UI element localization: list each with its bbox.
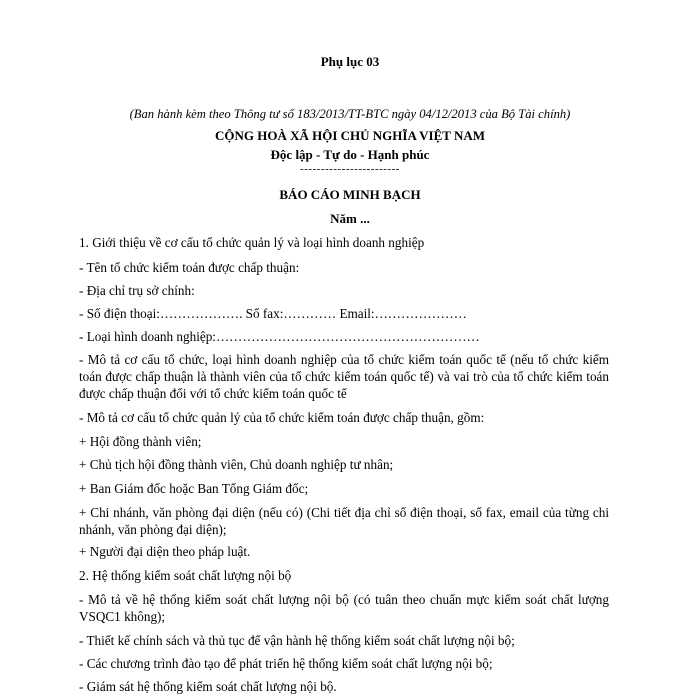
policy-design-line: - Thiết kế chính sách và thủ tục để vận hành hệ thống kiểm soát chất lượng nội bộ;	[79, 633, 515, 648]
national-motto: Độc lập - Tự do - Hạnh phúc	[270, 147, 430, 162]
appendix-label: Phụ lục 03	[320, 54, 380, 69]
header-divider: ------------------------	[300, 163, 400, 175]
management-structure-line: - Mô tả cơ cấu tổ chức quản lý của tổ chức kiểm toán được chấp thuận, gồm:	[79, 410, 485, 425]
directors-item: + Ban Giám đốc hoặc Ban Tổng Giám đốc;	[79, 481, 309, 496]
chairman-item: + Chủ tịch hội đồng thành viên, Chủ doanh nghiệp tư nhân;	[79, 457, 394, 472]
members-council-item: + Hội đồng thành viên;	[79, 434, 202, 449]
section-2-heading: 2. Hệ thống kiểm soát chất lượng nội bộ	[79, 568, 292, 583]
section-1-heading: 1. Giới thiệu về cơ cấu tổ chức quản lý và loại hình doanh nghiệp	[79, 235, 425, 250]
legal-rep-item: + Người đại diện theo pháp luật.	[79, 544, 251, 559]
report-title: BÁO CÁO MINH BẠCH	[279, 187, 421, 202]
branches-item: + Chi nhánh, văn phòng đại diện (nếu có) (Chi tiết địa chỉ số điện thoại, số fax, email của từng chi nhánh, văn phòng đại diện);	[79, 505, 609, 537]
intl-structure-paragraph: - Mô tả cơ cấu tổ chức, loại hình doanh nghiệp của tổ chức kiểm toán quốc tế (nếu tổ chức kiểm toán được chấp thuận là thành viên của tổ chức kiểm toán quốc tế) và vai trò của tổ chức kiểm toán được chấp thuận đối với tổ chức kiểm toán quốc tế	[79, 352, 609, 401]
issued-note: (Ban hành kèm theo Thông tư số 183/2013/TT-BTC ngày 04/12/2013 của Bộ Tài chính)	[129, 107, 571, 121]
business-type-line: - Loại hình doanh nghiệp:……………………………………………………	[79, 329, 480, 344]
country-name: CỘNG HOÀ XÃ HỘI CHỦ NGHĨA VIỆT NAM	[214, 128, 486, 143]
contact-line: - Số điện thoại:………………. Số fax:………… Email:…………………	[79, 306, 467, 321]
monitoring-line: - Giám sát hệ thống kiểm soát chất lượng nội bộ.	[79, 679, 337, 694]
report-year: Năm ...	[330, 211, 370, 226]
training-line: - Các chương trình đào tạo để phát triển hệ thống kiểm soát chất lượng nội bộ;	[79, 656, 493, 671]
qc-description-paragraph: - Mô tả về hệ thống kiểm soát chất lượng nội bộ (có tuân theo chuẩn mực kiểm soát chất lượng VSQC1 không);	[79, 592, 609, 624]
org-name-line: - Tên tổ chức kiểm toán được chấp thuận:	[79, 260, 300, 275]
address-line: - Địa chỉ trụ sở chính:	[79, 283, 195, 298]
